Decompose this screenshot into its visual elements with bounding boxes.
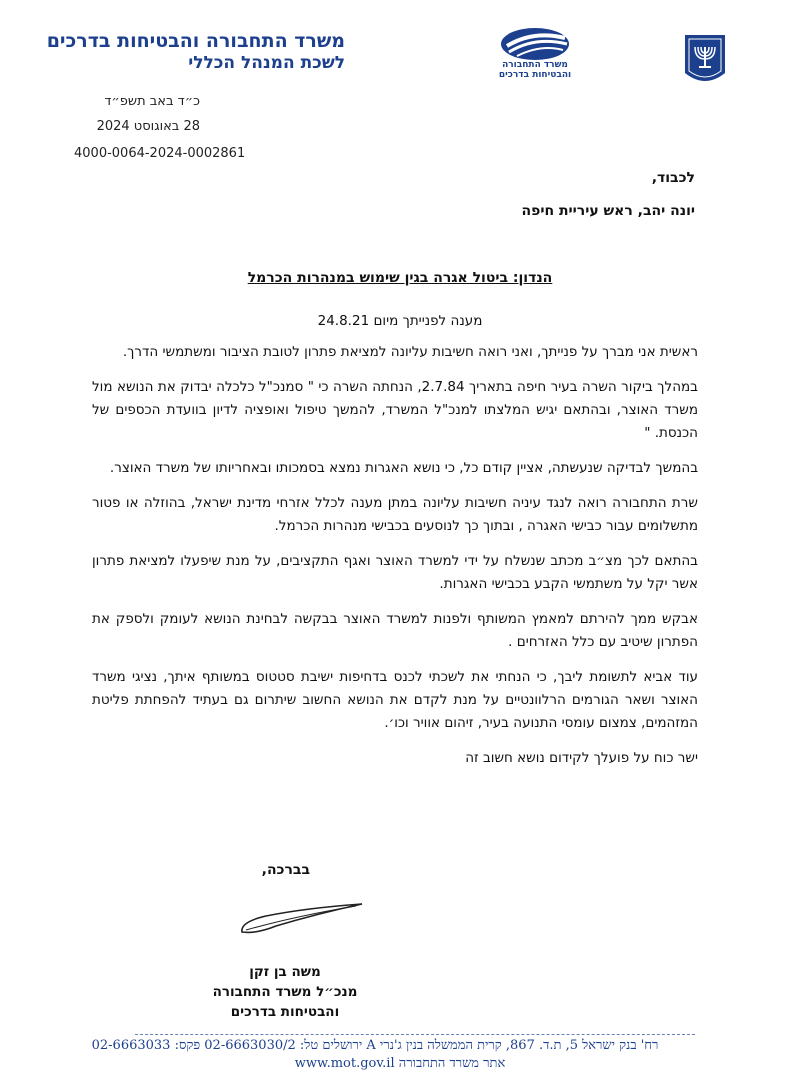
subject-line: הנדון: ביטול אגרה בגין שימוש במנהרות הכרמל xyxy=(247,270,553,286)
body-paragraph-5: בהתאם לכך מצ״ב מכתב שנשלח על ידי למשרד האוצר ואגף התקציבים, על מנת שיפעלו למציאת פתרון אשר יקל על משתמשי הקבע בכבישי האגרות. xyxy=(92,553,698,592)
footer-website: אתר משרד התחבורה www.mot.gov.il xyxy=(294,1056,506,1071)
recipient: יונה יהב, ראש עיריית חיפה xyxy=(521,203,695,219)
logo-text-line1: משרד התחבורה xyxy=(502,60,568,70)
ministry-name: משרד התחבורה והבטיחות בדרכים xyxy=(46,30,345,52)
footer-address: רח' בנק ישראל 5, ת.ד. 867, קרית הממשלה בנין ג'נרי A ירושלים טל: 02-6663030/2 פקס: 02-6663033 xyxy=(91,1038,659,1053)
body-paragraph-4: שרת התחבורה רואה לנגד עיניה חשיבות עליונה במתן מענה לכלל אזרחי מדינת ישראל, בהוזלה או פטור מתשלומים עבור כבישי האגרה , ובתוך כך לנוסעים בכבישי מנהרות הכרמל. xyxy=(92,495,698,534)
mot-logo-text xyxy=(490,60,580,80)
logo-text-line2: והבטיחות בדרכים xyxy=(498,70,572,80)
footer-divider xyxy=(135,1034,695,1035)
body-paragraph-3: בהמשך לבדיקה שנעשתה, אציין קודם כל, כי נושא האגרות נמצא בסמכותו ובאחריותו של משרד האוצר. xyxy=(109,460,698,476)
reference-number: 4000-0064-2024-0002861 xyxy=(74,146,246,161)
reply-reference: מענה לפנייתך מיום 24.8.21 xyxy=(317,313,483,329)
body-paragraph-6: אבקש ממך להירתם למאמץ המשותף ולפנות למשרד האוצר בבקשה לבחינת הנושא לעומק ולספק את הפתרון שיטיב עם כלל האזרחים . xyxy=(92,611,698,650)
body-paragraph-2: במהלך ביקור השרה בעיר חיפה בתאריך 2.7.84, הנחתה השרה כי " סמנכ"ל כלכלה יבדוק את הנושא מול משרד האוצר, ובהתאם יגיש המלצתו למנכ"ל המשרד, להמשך טיפול ואופציה לדיון בוועדת הכספים של הכנסת. " xyxy=(92,379,698,441)
signer-name: משה בן זקן xyxy=(249,964,321,980)
honorific: לכבוד, xyxy=(651,170,695,186)
state-emblem-icon xyxy=(683,33,727,85)
hebrew-date: כ״ד באב תשפ״ד xyxy=(104,94,200,109)
signer-block xyxy=(200,962,370,1022)
body-paragraph-7: עוד אביא לתשומת ליבך, כי הנחתי את לשכתי לכנס בדחיפות ישיבת סטטוס במשותף איתך, נציגי משרד האוצר ושאר הגורמים הרלוונטיים על מנת לקדם את הנושא החשוב שיתרום גם בעתיד להפחתת פליטת המזהמים, צמצום עומסי התנועה בעיר, זיהום אוויר וכו׳. xyxy=(92,669,698,731)
signer-title-2: והבטיחות בדרכים xyxy=(230,1004,340,1020)
signature-icon xyxy=(236,896,368,944)
body-paragraph-8: ישר כוח על פועלך לקידום נושא חשוב זה xyxy=(465,750,698,766)
closing: בברכה, xyxy=(261,862,310,878)
gregorian-date: 28 באוגוסט 2024 xyxy=(96,119,200,134)
body-paragraph-1: ראשית אני מברך על פנייתך, ואני רואה חשיבות עליונה למציאת פתרון לטובת הציבור ומשתמשי הדרך. xyxy=(122,344,698,360)
signer-title-1: מנכ״ל משרד התחבורה xyxy=(212,984,358,1000)
office-name: לשכת המנהל הכללי xyxy=(188,53,345,73)
letter-body xyxy=(92,341,698,782)
